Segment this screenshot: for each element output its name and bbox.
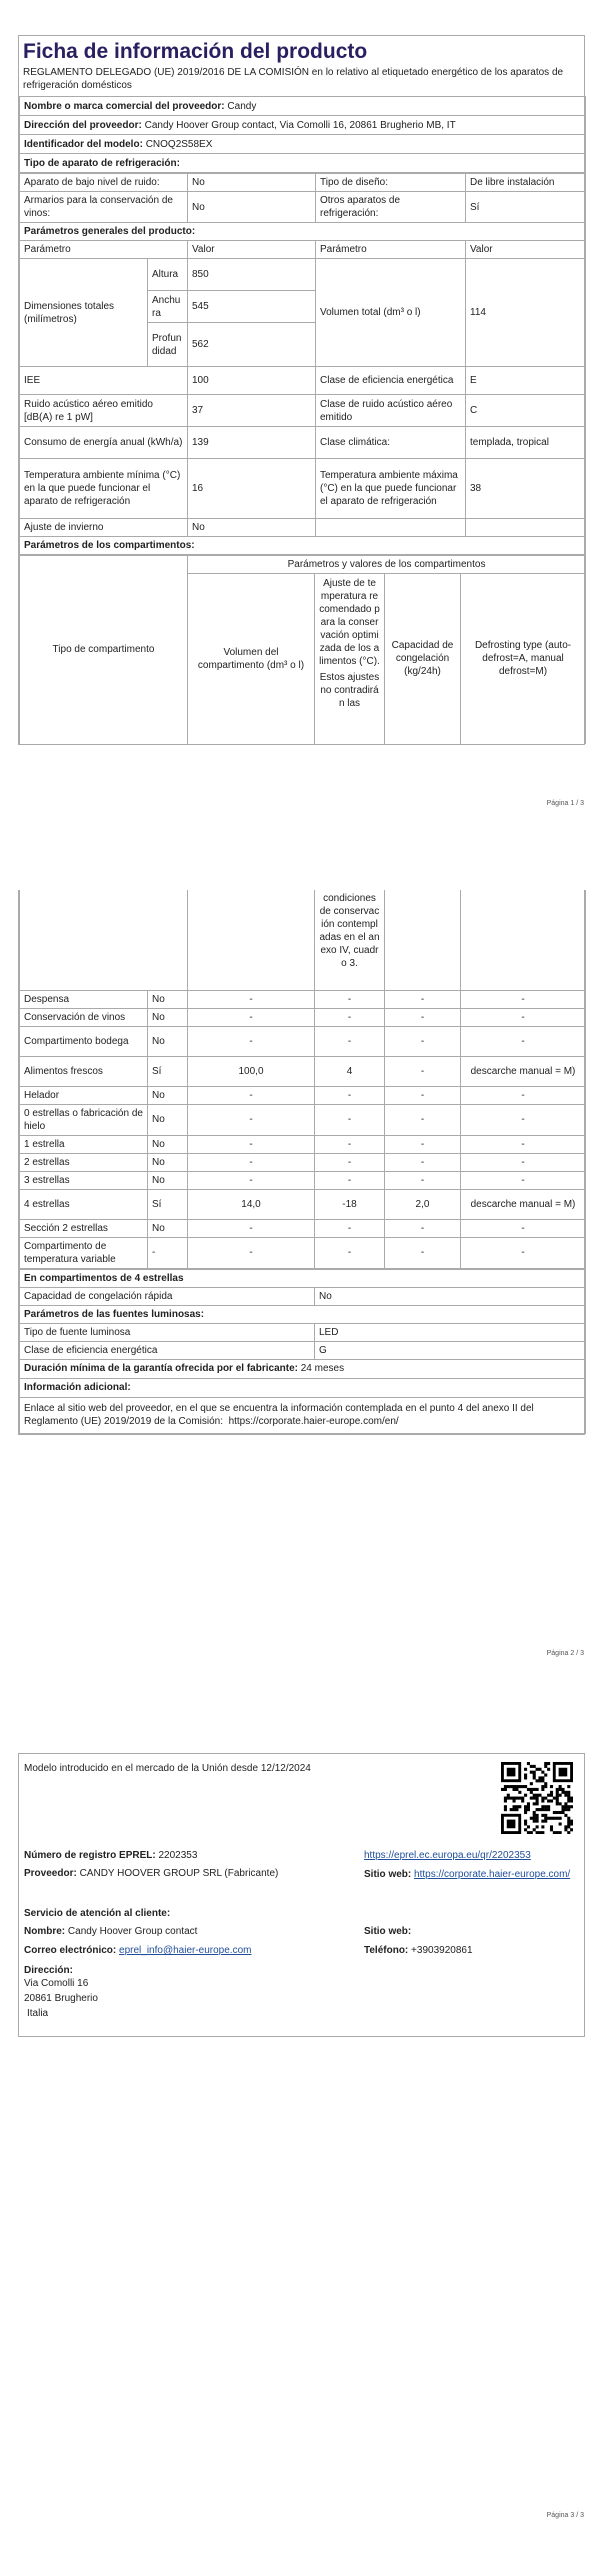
compartment-name: 3 estrellas	[20, 1171, 148, 1189]
compartment-defrost: -	[461, 1026, 586, 1056]
compartment-row	[20, 1189, 586, 1219]
compartment-name: Helador	[20, 1086, 148, 1104]
name-label: Nombre:	[24, 1926, 66, 1937]
compartment-present: Sí	[148, 1056, 188, 1086]
supplier-label: Proveedor:	[24, 1868, 77, 1879]
low-noise-value: No	[188, 174, 316, 192]
model-value: CNOQ2S58EX	[145, 138, 213, 150]
capacity-col-header: Capacidad de congelación (kg/24h)	[385, 574, 461, 744]
compartment-row	[20, 1104, 586, 1135]
compartment-volume: 100,0	[188, 1056, 315, 1086]
max-temp-value: 38	[466, 459, 586, 519]
compartment-name: 1 estrella	[20, 1135, 148, 1153]
compartment-name: Alimentos frescos	[20, 1056, 148, 1086]
other-appliances-label: Otros aparatos de refrigeración:	[316, 192, 466, 223]
noise-class-value: C	[466, 395, 586, 427]
total-volume-label: Volumen total (dm³ o l)	[316, 259, 466, 367]
compartment-capacity: -	[385, 1056, 461, 1086]
light-class-value: G	[315, 1341, 586, 1359]
address-line3: Italia	[27, 2008, 49, 2019]
supplier-table	[19, 96, 586, 173]
compartment-present: No	[148, 1008, 188, 1026]
compartment-temp: -	[315, 1086, 385, 1104]
depth-label: Profundidad	[148, 323, 188, 367]
fast-freeze-value: No	[315, 1287, 586, 1305]
address-label: Dirección:	[24, 1965, 73, 1976]
compartment-row	[20, 1056, 586, 1086]
compartment-temp: -	[315, 1219, 385, 1237]
compartment-capacity: -	[385, 1219, 461, 1237]
compartment-capacity: 2,0	[385, 1189, 461, 1219]
compartment-present: No	[148, 1219, 188, 1237]
compartment-present: -	[148, 1237, 188, 1268]
total-volume-value: 114	[466, 259, 586, 367]
compartment-name: 2 estrellas	[20, 1153, 148, 1171]
general-params-table	[19, 173, 586, 555]
compartment-capacity: -	[385, 1237, 461, 1268]
max-temp-label: Temperatura ambiente máxima (°C) en la que puede funcionar el aparato de refrigeración	[316, 459, 466, 519]
compartment-temp: -	[315, 1104, 385, 1135]
page-3	[0, 1700, 604, 2560]
supplier-name-label: Nombre o marca comercial del proveedor:	[24, 100, 225, 112]
compartment-defrost: -	[461, 1219, 586, 1237]
appliance-type-heading: Tipo de aparato de refrigeración:	[20, 154, 586, 173]
compartment-volume: -	[188, 1219, 315, 1237]
compartment-name: 4 estrellas	[20, 1189, 148, 1219]
compartment-capacity: -	[385, 1135, 461, 1153]
annual-energy-value: 139	[188, 427, 316, 459]
compartment-defrost: descarche manual = M)	[461, 1189, 586, 1219]
website-link[interactable]: https://corporate.haier-europe.com/	[414, 1869, 571, 1880]
compartment-volume: -	[188, 1026, 315, 1056]
compartment-present: No	[148, 1153, 188, 1171]
supplier-address-label: Dirección del proveedor:	[24, 119, 142, 131]
col-value2-header: Valor	[466, 241, 586, 259]
compartment-row	[20, 1237, 586, 1268]
additional-url[interactable]: https://corporate.haier-europe.com/en/	[228, 1416, 399, 1427]
compartment-capacity: -	[385, 1104, 461, 1135]
energy-class-label: Clase de eficiencia energética	[316, 367, 466, 395]
compartment-temp: 4	[315, 1056, 385, 1086]
compartment-name: Compartimento de temperatura variable	[20, 1237, 148, 1268]
compartment-row	[20, 1026, 586, 1056]
compartment-defrost: -	[461, 1153, 586, 1171]
eprel-value: 2202353	[158, 1850, 198, 1861]
compartment-row	[20, 1086, 586, 1104]
compartment-present: No	[148, 1171, 188, 1189]
page-1	[0, 0, 604, 807]
regulation-text: REGLAMENTO DELEGADO (UE) 2019/2016 DE LA COMISIÓN en lo relativo al etiquetado energético de los aparatos de refrigeración domésticos	[23, 67, 564, 91]
winter-label: Ajuste de invierno	[20, 519, 188, 537]
extra-info-table	[19, 1269, 586, 1434]
compartment-row	[20, 1219, 586, 1237]
compartment-temp: -18	[315, 1189, 385, 1219]
four-star-heading: En compartimentos de 4 estrellas	[20, 1269, 586, 1287]
eei-label: IEE	[20, 367, 188, 395]
energy-class-value: E	[466, 367, 586, 395]
page-3-frame	[18, 1753, 585, 2037]
eprel-link[interactable]: https://eprel.ec.europa.eu/qr/2202353	[364, 1850, 531, 1861]
eprel-row	[24, 1850, 197, 1861]
website-label: Sitio web:	[364, 1869, 412, 1880]
compartment-row	[20, 1008, 586, 1026]
page-number: Página 3 / 3	[546, 2512, 584, 2519]
compartment-present: No	[148, 990, 188, 1008]
compartment-defrost: -	[461, 1008, 586, 1026]
compartment-type-label: Tipo de compartimento	[20, 556, 188, 744]
compartment-present: No	[148, 1086, 188, 1104]
col-param-header: Parámetro	[20, 241, 188, 259]
model-label: Identificador del modelo:	[24, 138, 143, 150]
temp-col-header-part1: Ajuste de temperatura recomendado para la conservación optimizada de los alimentos (°C).	[319, 578, 380, 667]
supplier-name-value: Candy	[227, 100, 257, 112]
compartment-volume: -	[188, 1008, 315, 1026]
compartment-volume: -	[188, 990, 315, 1008]
compartment-volume: -	[188, 1171, 315, 1189]
compartment-volume: -	[188, 1135, 315, 1153]
compartment-temp: -	[315, 1026, 385, 1056]
compartment-capacity: -	[385, 1171, 461, 1189]
compartment-name: Conservación de vinos	[20, 1008, 148, 1026]
compartment-volume: 14,0	[188, 1189, 315, 1219]
compartment-name: 0 estrellas o fabricación de hielo	[20, 1104, 148, 1135]
address-line1: Via Comolli 16	[24, 1978, 89, 1989]
supplier-value: CANDY HOOVER GROUP SRL (Fabricante)	[79, 1868, 279, 1879]
light-type-label: Tipo de fuente luminosa	[20, 1323, 315, 1341]
compartment-defrost: -	[461, 990, 586, 1008]
compartment-defrost: -	[461, 1104, 586, 1135]
compartment-capacity: -	[385, 1086, 461, 1104]
fast-freeze-label: Capacidad de congelación rápida	[20, 1287, 315, 1305]
design-type-label: Tipo de diseño:	[316, 174, 466, 192]
compartment-capacity: -	[385, 990, 461, 1008]
compartment-row	[20, 1171, 586, 1189]
compartment-capacity: -	[385, 1026, 461, 1056]
annual-energy-label: Consumo de energía anual (kWh/a)	[20, 427, 188, 459]
compartment-temp: -	[315, 1135, 385, 1153]
low-noise-label: Aparato de bajo nivel de ruido:	[20, 174, 188, 192]
width-value: 545	[188, 291, 316, 323]
dimensions-label: Dimensiones totales (milímetros)	[20, 259, 148, 367]
additional-heading: Información adicional:	[20, 1378, 586, 1397]
compartment-capacity: -	[385, 1008, 461, 1026]
compartment-header-table	[19, 555, 586, 744]
compartment-table	[19, 890, 586, 1269]
page-2-frame	[18, 890, 585, 1435]
noise-class-label: Clase de ruido acústico aéreo emitido	[316, 395, 466, 427]
compartment-params-header: Parámetros y valores de los compartimentos	[188, 556, 586, 574]
min-temp-value: 16	[188, 459, 316, 519]
compartment-defrost: descarche manual = M)	[461, 1056, 586, 1086]
compartment-present: No	[148, 1104, 188, 1135]
phone-value: +3903920861	[411, 1945, 473, 1956]
wine-cabinet-value: No	[188, 192, 316, 223]
compartment-volume: -	[188, 1104, 315, 1135]
website2-label: Sitio web:	[364, 1926, 412, 1937]
address-line2: 20861 Brugherio	[24, 1993, 98, 2004]
compartment-row	[20, 990, 586, 1008]
depth-value: 562	[188, 323, 316, 367]
compartment-temp: -	[315, 990, 385, 1008]
col-value-header: Valor	[188, 241, 316, 259]
qr-code-icon[interactable]	[501, 1762, 573, 1834]
page-2	[0, 870, 604, 1670]
height-value: 850	[188, 259, 316, 291]
service-heading: Servicio de atención al cliente:	[24, 1908, 171, 1919]
email-row	[24, 1945, 251, 1956]
warranty-label: Duración mínima de la garantía ofrecida por el fabricante:	[24, 1363, 298, 1374]
qr-code-graphic	[501, 1762, 573, 1834]
climate-class-label: Clase climática:	[316, 427, 466, 459]
contact-name-row	[24, 1926, 197, 1937]
compartment-defrost: -	[461, 1171, 586, 1189]
compartment-temp: -	[315, 1237, 385, 1268]
eprel-label: Número de registro EPREL:	[24, 1850, 156, 1861]
compartment-present: No	[148, 1026, 188, 1056]
compartment-row	[20, 1153, 586, 1171]
winter-value: No	[188, 519, 316, 537]
noise-value: 37	[188, 395, 316, 427]
volume-col-header: Volumen del compartimento (dm³ o l)	[188, 574, 315, 744]
supplier-row	[24, 1868, 278, 1879]
page-number: Página 2 / 3	[546, 1650, 584, 1657]
col-param2-header: Parámetro	[316, 241, 466, 259]
compartment-name: Sección 2 estrellas	[20, 1219, 148, 1237]
email-label: Correo electrónico:	[24, 1945, 117, 1956]
compartment-volume: -	[188, 1237, 315, 1268]
additional-text: Enlace al sitio web del proveedor, en el que se encuentra la información contemplada en el punto 4 del anexo II del Reglamento (UE) 2019/2019 de la Comisión:	[24, 1403, 534, 1427]
min-temp-label: Temperatura ambiente mínima (°C) en la que puede funcionar el aparato de refrigeración	[20, 459, 188, 519]
compartment-capacity: -	[385, 1153, 461, 1171]
page-1-frame	[18, 35, 585, 745]
temp-col-header-part2a: Estos ajustes no contradirán las	[319, 672, 380, 709]
light-type-value: LED	[315, 1323, 586, 1341]
light-class-label: Clase de eficiencia energética	[20, 1341, 315, 1359]
name-value: Candy Hoover Group contact	[67, 1926, 198, 1937]
compartment-temp: -	[315, 1153, 385, 1171]
compartment-temp: -	[315, 1008, 385, 1026]
warranty-value: 24 meses	[300, 1363, 345, 1374]
wine-cabinet-label: Armarios para la conservación de vinos:	[20, 192, 188, 223]
compartment-rows	[20, 990, 586, 1268]
compartment-name: Despensa	[20, 990, 148, 1008]
width-label: Anchura	[148, 291, 188, 323]
page-title: Ficha de información del producto	[23, 40, 368, 63]
compartment-row	[20, 1135, 586, 1153]
compartment-defrost: -	[461, 1135, 586, 1153]
compartment-present: Sí	[148, 1189, 188, 1219]
temp-col-header-part2b: condiciones de conservación contempladas en el anexo IV, cuadro 3.	[315, 890, 385, 990]
general-params-heading: Parámetros generales del producto:	[20, 223, 586, 241]
height-label: Altura	[148, 259, 188, 291]
compartment-defrost: -	[461, 1086, 586, 1104]
supplier-address-value: Candy Hoover Group contact, Via Comolli 16, 20861 Brugherio MB, IT	[144, 119, 456, 131]
website-row	[364, 1868, 582, 1882]
noise-label: Ruido acústico aéreo emitido [dB(A) re 1 pW]	[20, 395, 188, 427]
phone-label: Teléfono:	[364, 1945, 409, 1956]
climate-class-value: templada, tropical	[466, 427, 586, 459]
compartment-volume: -	[188, 1086, 315, 1104]
compartment-volume: -	[188, 1153, 315, 1171]
eei-value: 100	[188, 367, 316, 395]
page-number: Página 1 / 3	[546, 800, 584, 807]
light-heading: Parámetros de las fuentes luminosas:	[20, 1305, 586, 1323]
defrost-col-header: Defrosting type (auto-defrost=A, manual defrost=M)	[461, 574, 586, 744]
design-type-value: De libre instalación	[466, 174, 586, 192]
phone-row	[364, 1945, 473, 1956]
compartment-defrost: -	[461, 1237, 586, 1268]
market-date-text: Modelo introducido en el mercado de la Unión desde 12/12/2024	[24, 1763, 311, 1774]
email-link[interactable]: eprel_info@haier-europe.com	[119, 1945, 252, 1956]
compartment-name: Compartimento bodega	[20, 1026, 148, 1056]
other-appliances-value: Sí	[466, 192, 586, 223]
compartment-present: No	[148, 1135, 188, 1153]
compartments-heading: Parámetros de los compartimentos:	[20, 537, 586, 555]
compartment-temp: -	[315, 1171, 385, 1189]
